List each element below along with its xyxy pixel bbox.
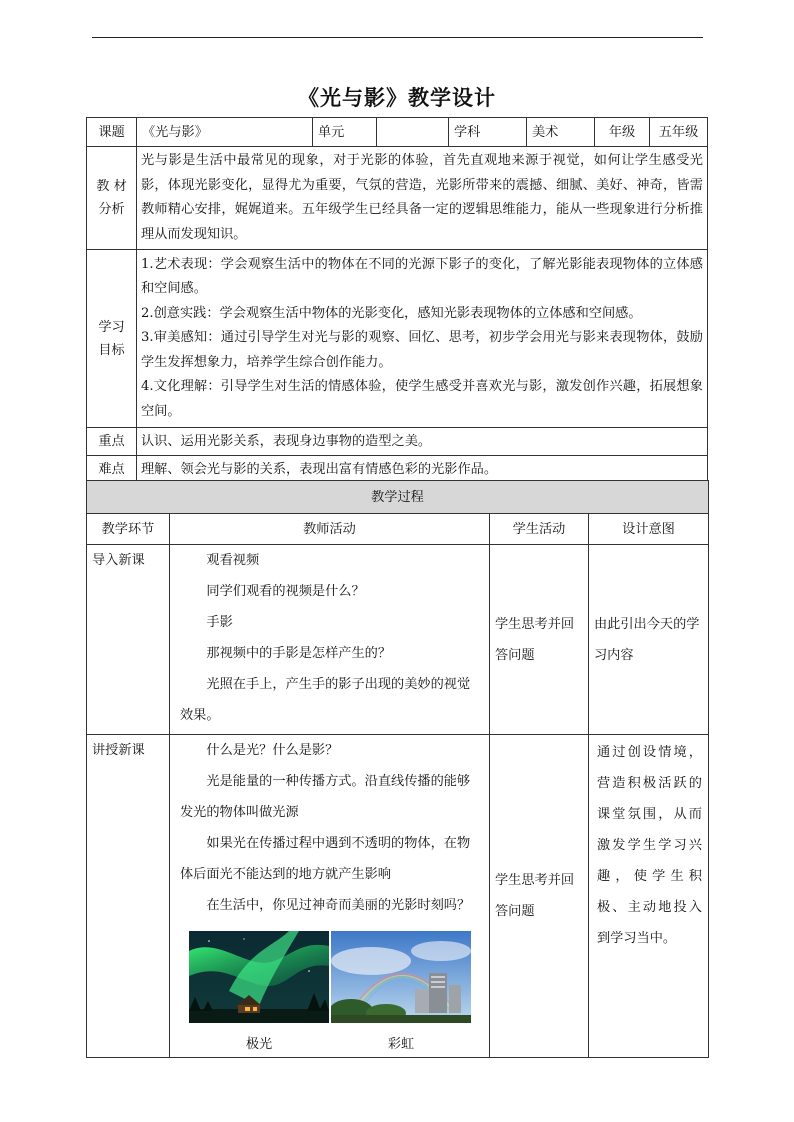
aurora-caption: 极光 (245, 1037, 273, 1052)
rainbow-figure (331, 931, 471, 1057)
photo-row (180, 921, 481, 1057)
difficulty-text: 理解、领会光与影的关系，表现出富有情感色彩的光影作品。 (137, 456, 708, 484)
teacher-line: 观看视频 (206, 553, 260, 568)
teacher-activity-cell (170, 735, 490, 1058)
grade-label: 年级 (595, 118, 650, 147)
teacher-line: 在生活中，你见过神奇而美丽的光影时刻吗？ (206, 898, 471, 913)
difficulty-label: 难点 (87, 456, 137, 484)
course-label: 课题 (87, 118, 137, 147)
rainbow-caption: 彩虹 (387, 1037, 415, 1052)
analysis-label-line-1: 教 材 (96, 179, 127, 194)
design-intent-cell: 由此引出今天的学习内容 (589, 545, 709, 735)
course-row (87, 118, 708, 147)
teacher-line: 如果光在传播过程中遇到不透明的物体，在物体后面光不能达到的地方就产生影响 (180, 836, 471, 882)
header-teacher: 教师活动 (170, 514, 490, 545)
goal-item: 4.文化理解：引导学生对生活的情感体验，使学生感受并喜欢光与影，激发创作兴趣，拓展想象空间。 (141, 379, 703, 419)
course-value: 《光与影》 (137, 118, 313, 147)
subject-label: 学科 (449, 118, 527, 147)
analysis-label (87, 147, 137, 250)
process-title-row (87, 481, 709, 514)
teacher-line: 手影 (206, 615, 233, 630)
info-table (86, 117, 708, 484)
rainbow-photo-icon (331, 931, 471, 1023)
goals-row (87, 250, 708, 428)
process-header-row (87, 514, 709, 545)
header-rule (92, 37, 703, 38)
goal-item: 3.审美感知：通过引导学生对光与影的观察、回忆、思考，初步学会用光与影来表现物体，鼓励学生发挥想象力，培养学生综合创作能力。 (141, 330, 703, 370)
teacher-line: 同学们观看的视频是什么？ (206, 584, 365, 599)
table-row (87, 735, 709, 1058)
teacher-line: 什么是光？什么是影？ (206, 743, 339, 758)
stage-cell: 导入新课 (87, 545, 170, 735)
goal-item: 2.创意实践：学会观察生活中物体的光影变化，感知光影表现物体的立体感和空间感。 (141, 305, 642, 321)
analysis-row (87, 147, 708, 250)
aurora-photo-icon (189, 931, 329, 1023)
process-table (86, 480, 709, 1058)
analysis-text: 光与影是生活中最常见的现象，对于光影的体验，首先直观地来源于视觉，如何让学生感受光影，体现光影变化，显得尤为重要，气氛的营造，光影所带来的震撼、细腻、美好、神奇，皆需教师精心安排，娓娓道来。五年级学生已经具备一定的逻辑思维能力，能从一些现象进行分析推理从而发现知识。 (137, 147, 708, 250)
design-intent-cell: 通过创设情境，营造积极活跃的课堂氛围，从而激发学生学习兴趣，使学生积极、主动地投入到学习当中。 (589, 735, 709, 1058)
goal-item: 1.艺术表现：学会观察生活中的物体在不同的光源下影子的变化，了解光影能表现物体的立体感和空间感。 (141, 256, 703, 297)
key-text: 认识、运用光影关系，表现身边事物的造型之美。 (137, 428, 708, 456)
subject-value: 美术 (527, 118, 595, 147)
student-activity-cell: 学生思考并回答问题 (490, 735, 589, 1058)
goals-label-line-2: 目标 (98, 342, 125, 358)
unit-value (377, 118, 449, 147)
student-activity-cell: 学生思考并回答问题 (490, 545, 589, 735)
goals-label (87, 250, 137, 428)
header-stage: 教学环节 (87, 514, 170, 545)
teacher-line: 那视频中的手影是怎样产生的？ (206, 646, 392, 661)
teacher-line: 光是能量的一种传播方式。沿直线传播的能够发光的物体叫做光源 (180, 774, 471, 820)
key-label: 重点 (87, 428, 137, 456)
document-title: 《光与影》教学设计 (298, 86, 496, 110)
header-intent: 设计意图 (589, 514, 709, 545)
teacher-line: 光照在手上，产生手的影子出现的美妙的视觉效果。 (180, 677, 471, 723)
teacher-activity-cell (170, 545, 490, 735)
stage-cell: 讲授新课 (87, 735, 170, 1058)
unit-label: 单元 (313, 118, 377, 147)
grade-value: 五年级 (650, 118, 708, 147)
header-student: 学生活动 (490, 514, 589, 545)
goals-list (137, 250, 708, 428)
process-title: 教学过程 (87, 481, 709, 514)
table-row (87, 545, 709, 735)
goals-label-line-1: 学习 (98, 319, 125, 335)
analysis-label-line-2: 分析 (98, 202, 125, 217)
aurora-figure (189, 931, 329, 1057)
key-row (87, 428, 708, 456)
